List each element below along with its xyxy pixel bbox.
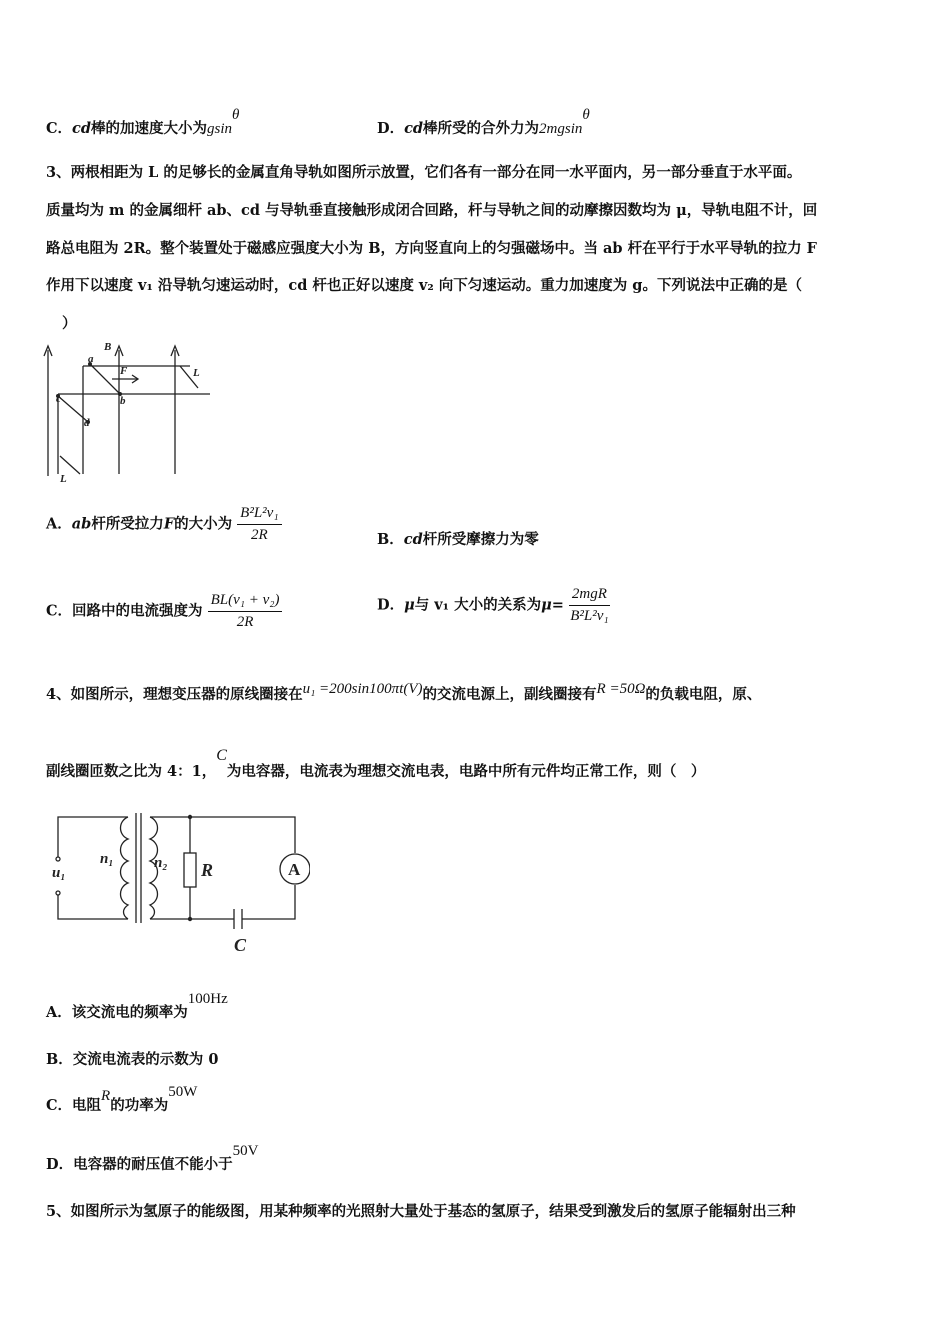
q3-stem-line-4: 作用下以速度 v₁ 沿导轨匀速运动时，cd 杆也正好以速度 v₂ 向下匀速运动。重力加速度为 g。下列说法中正确的是（	[46, 277, 802, 294]
q2-option-d	[377, 107, 590, 138]
q3-option-d	[377, 586, 610, 625]
option-letter: C．	[46, 120, 73, 137]
rod-cd: cd	[72, 120, 92, 137]
q5-stem-line-1: 5、如图所示为氢原子的能级图，用某种频率的光照射大量处于基态的氢原子，结果受到激发后的氢原子能辐射出三种	[46, 1203, 796, 1220]
label-A: A	[288, 860, 301, 879]
label-n1: n₁	[100, 851, 114, 867]
q2-option-c	[46, 107, 240, 138]
option-text: 的大小为	[174, 515, 233, 533]
q4-stem-line-1	[46, 683, 761, 704]
rod-cd: cd	[403, 531, 423, 548]
stem-text: 的负载电阻，原、	[645, 686, 762, 703]
option-text: 与 v₁ 大小的关系为	[414, 596, 542, 614]
rod-cd: cd	[404, 120, 424, 137]
option-text: 电阻	[72, 1097, 102, 1114]
voltage-value: 50V	[232, 1143, 259, 1159]
option-letter: D．	[46, 1156, 74, 1173]
option-letter: A．	[46, 1004, 72, 1021]
q3-option-b	[377, 528, 539, 549]
option-letter: A．	[46, 515, 72, 533]
q3-stem-line-3: 路总电阻为 2R。整个装置处于磁感应强度大小为 B，方向竖直向上的匀强磁场中。当 ab 杆在平行于水平导轨的拉力 F	[46, 240, 817, 257]
q3-stem-line-1: 3、两根相距为 L 的足够长的金属直角导轨如图所示放置，它们各有一部分在同一水平面内，另一部分垂直于水平面。	[46, 164, 802, 181]
mu: μ	[404, 596, 415, 614]
primary-coil	[121, 817, 129, 919]
label-L-bottom: L	[60, 473, 67, 485]
q4-option-a	[46, 991, 228, 1022]
force-F: F	[163, 515, 175, 533]
transformer-circuit	[50, 805, 310, 957]
source-voltage: u₁ =200sin100πt(V)	[302, 681, 423, 697]
q4-option-d	[46, 1143, 259, 1174]
fraction	[237, 505, 281, 544]
option-letter: D．	[377, 596, 405, 614]
option-text: 交流电流表的示数为 0	[72, 1051, 219, 1068]
rail-figure	[38, 336, 228, 488]
option-text: 回路中的电流强度为	[72, 602, 203, 620]
label-C: C	[234, 935, 247, 955]
option-letter: B．	[46, 1051, 73, 1068]
option-text: 杆所受摩擦力为零	[422, 531, 539, 548]
fraction	[208, 592, 283, 631]
stem-text: 的交流电源上，副线圈接有	[422, 686, 597, 703]
label-F: F	[120, 365, 128, 377]
numerator: 2mgR	[569, 586, 610, 606]
power-value: 50W	[168, 1084, 198, 1100]
label-u1: u₁	[52, 865, 66, 881]
option-text: 电容器的耐压值不能小于	[73, 1156, 233, 1173]
option-text: 杆所受拉力	[91, 515, 164, 533]
label-n2: n₂	[154, 855, 168, 871]
mu-equals: μ=	[541, 596, 564, 614]
load-resistance: R =50Ω	[596, 681, 646, 697]
option-text: 棒的加速度大小为	[91, 120, 208, 137]
theta: θ	[582, 107, 590, 123]
formula: gsin	[207, 121, 233, 137]
label-L-top: L	[193, 367, 200, 379]
q3-option-c	[46, 592, 282, 631]
rod-ab: ab	[71, 515, 92, 533]
denominator: B²L²v₁	[570, 608, 609, 624]
q3-option-a	[46, 505, 282, 544]
resistor-symbol: R	[101, 1088, 111, 1104]
capacitor-symbol: C	[216, 747, 227, 764]
formula: 2mgsin	[539, 121, 583, 137]
option-letter: C．	[46, 602, 73, 620]
label-a: a	[88, 353, 94, 365]
label-b: b	[120, 395, 126, 407]
label-d: d	[84, 417, 90, 429]
option-letter: C．	[46, 1097, 73, 1114]
q3-stem-line-2: 质量均为 m 的金属细杆 ab、cd 与导轨垂直接触形成闭合回路，杆与导轨之间的动摩擦因数均为 μ，导轨电阻不计，回	[46, 202, 818, 219]
stem-text: 为电容器，电流表为理想交流电表，电路中所有元件均正常工作，则（ ）	[226, 763, 706, 780]
stem-text: 副线圈匝数之比为 4：1，	[46, 763, 217, 780]
frequency-value: 100Hz	[187, 991, 228, 1007]
option-letter: D．	[377, 120, 405, 137]
option-text: 的功率为	[110, 1097, 169, 1114]
label-B: B	[104, 341, 112, 353]
q4-option-c	[46, 1084, 198, 1115]
q3-stem-line-5: ）	[62, 315, 77, 332]
denominator: 2R	[251, 527, 268, 543]
label-c: c	[56, 393, 61, 405]
numerator: BL(v₁ + v₂)	[208, 592, 283, 612]
label-R: R	[201, 860, 214, 880]
denominator: 2R	[236, 614, 254, 630]
resistor	[184, 853, 196, 887]
numerator: B²L²v₁	[237, 505, 281, 525]
option-letter: B．	[377, 531, 404, 548]
q4-option-b	[46, 1048, 218, 1069]
fraction	[569, 586, 610, 625]
option-text: 棒所受的合外力为	[423, 120, 540, 137]
q4-stem-line-2	[46, 747, 706, 781]
theta: θ	[232, 107, 240, 123]
option-text: 该交流电的频率为	[71, 1004, 188, 1021]
stem-text: 4、如图所示，理想变压器的原线圈接在	[46, 686, 303, 703]
